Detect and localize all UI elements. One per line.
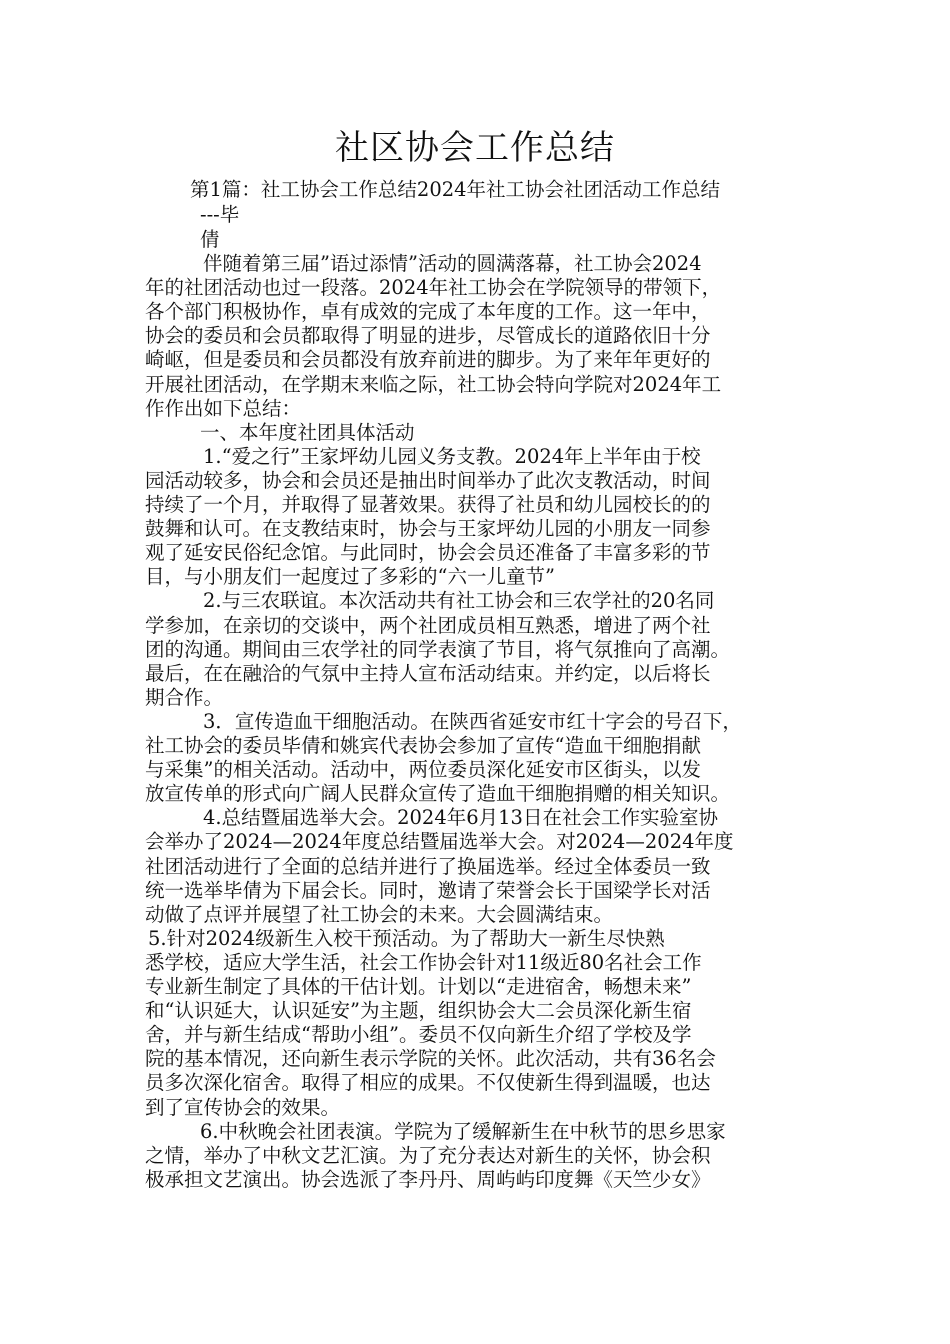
body-line: 舍，并与新生结成“帮助小组”。委员不仅向新生介绍了学校及学	[145, 1023, 692, 1047]
document-subtitle-line-1: 第1篇：社工协会工作总结2024年社工协会社团活动工作总结	[190, 178, 721, 201]
body-line: 学参加，在亲切的交谈中，两个社团成员相互熟悉，增进了两个社	[145, 613, 711, 637]
body-line: 协会的委员和会员都取得了明显的进步，尽管成长的道路依旧十分	[145, 324, 711, 348]
body-line: 6.中秋晚会社团表演。学院为了缓解新生在中秋节的思乡思家	[200, 1119, 726, 1143]
body-line: 社团活动进行了全面的总结并进行了换届选举。经过全体委员一致	[145, 854, 711, 878]
body-line: 观了延安民俗纪念馆。与此同时，协会会员还准备了丰富多彩的节	[145, 541, 711, 565]
body-line: 伴随着第三届”语过添情”活动的圆满落幕，社工协会2024	[203, 252, 702, 275]
body-line: 各个部门积极协作，卓有成效的完成了本年度的工作。这一年中，	[145, 300, 711, 324]
document-title: 社区协会工作总结	[335, 128, 615, 168]
body-line: 崎岖，但是委员和会员都没有放弃前进的脚步。为了来年年更好的	[145, 348, 711, 372]
body-line: 专业新生制定了具体的干估计划。计划以“走进宿舍，畅想未来”	[145, 975, 692, 998]
body-line: 园活动较多，协会和会员还是抽出时间举办了此次支教活动，时间	[145, 468, 711, 492]
body-line: 和“认识延大，认识延安”为主题，组织协会大二会员深化新生宿	[145, 999, 692, 1023]
body-line: 之情，举办了中秋文艺汇演。为了充分表达对新生的关怀，协会积	[145, 1143, 711, 1167]
body-line: 团的沟通。期间由三农学社的同学表演了节目，将气氛推向了高潮。	[145, 637, 731, 661]
body-line: 动做了点评并展望了社工协会的未来。大会圆满结束。	[145, 902, 614, 926]
body-line: 放宣传单的形式向广阔人民群众宣传了造血干细胞捐赠的相关知识。	[145, 782, 731, 806]
body-line: 2.与三农联谊。本次活动共有社工协会和三农学社的20名同	[203, 589, 715, 613]
body-line: 5.针对2024级新生入校干预活动。为了帮助大一新生尽快熟	[148, 926, 665, 950]
body-line: 会举办了2024—2024年度总结暨届选举大会。对2024—2024年度	[145, 830, 734, 854]
body-line: 鼓舞和认可。在支教结束时，协会与王家坪幼儿园的小朋友一同参	[145, 517, 711, 541]
body-line: 1.“爱之行”王家坪幼儿园义务支教。2024年上半年由于校	[203, 444, 701, 468]
body-line: 悉学校，适应大学生活，社会工作协会针对11级近80名社会工作	[145, 950, 702, 974]
body-line: 持续了一个月，并取得了显著效果。获得了社员和幼儿园校长的的	[145, 493, 711, 516]
document-subtitle-line-3: 倩	[200, 228, 220, 251]
body-line: 目，与小朋友们一起度过了多彩的“六一儿童节”	[145, 565, 555, 589]
body-line: 期合作。	[145, 685, 224, 709]
body-line: 与采集”的相关活动。活动中，两位委员深化延安市区街头，以发	[145, 758, 701, 782]
body-line: 统一选举毕倩为下届会长。同时，邀请了荣誉会长于国梁学长对活	[145, 878, 711, 902]
body-line: 年的社团活动也过一段落。2024年社工协会在学院领导的带领下，	[145, 276, 722, 300]
body-line: 员多次深化宿舍。取得了相应的成果。不仅使新生得到温暖，也达	[145, 1071, 711, 1095]
body-line: 极承担文艺演出。协会选派了李丹丹、周屿屿印度舞《天竺少女》	[145, 1167, 711, 1191]
body-line: 开展社团活动，在学期末来临之际，社工协会特向学院对2024年工	[145, 372, 722, 396]
body-line: 作作出如下总结：	[145, 396, 302, 420]
body-line: 3．宣传造血干细胞活动。在陕西省延安市红十字会的号召下，	[203, 709, 742, 733]
body-line: 院的基本情况，还向新生表示学院的关怀。此次活动，共有36名会	[145, 1047, 716, 1071]
body-line: 最后，在在融洽的气氛中主持人宣布活动结束。并约定，以后将长	[145, 661, 711, 685]
body-line: 到了宣传协会的效果。	[145, 1095, 341, 1119]
document-subtitle-line-2: ---毕	[200, 203, 240, 226]
body-line: 4.总结暨届选举大会。2024年6月13日在社会工作实验室协	[203, 806, 718, 830]
body-line: 一、本年度社团具体活动	[200, 420, 415, 444]
body-line: 社工协会的委员毕倩和姚宾代表协会参加了宣传“造血干细胞捐献	[145, 734, 701, 757]
